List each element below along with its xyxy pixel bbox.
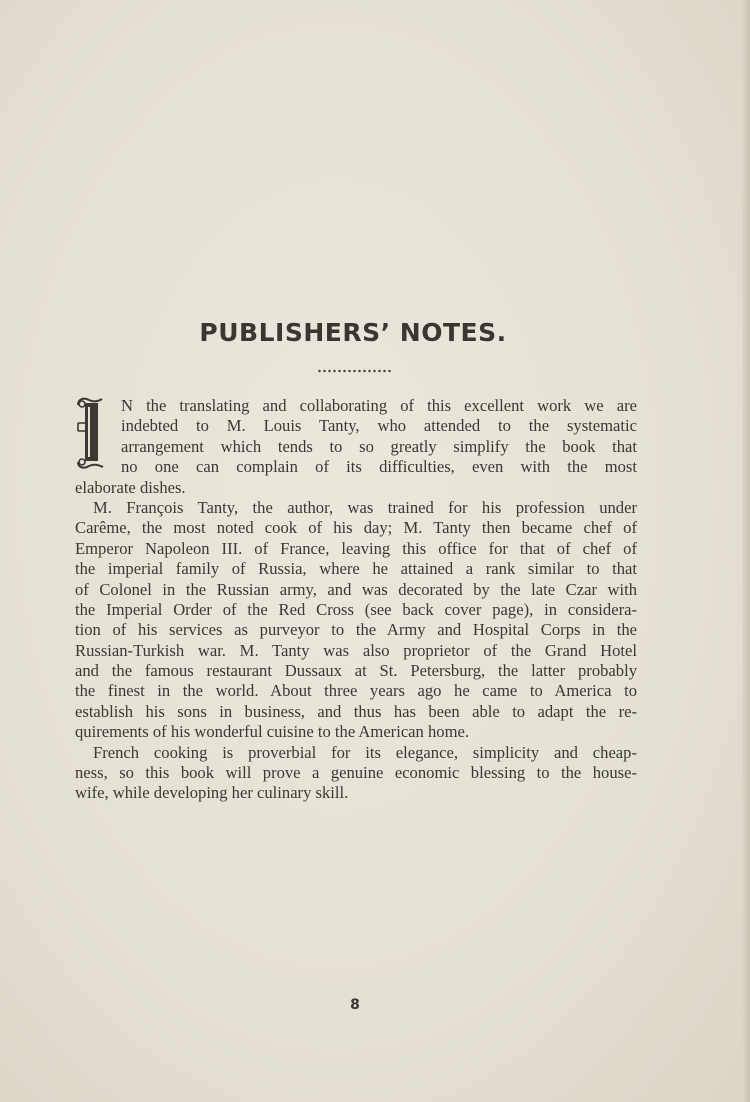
text-line: quirements of his wonderful cuisine to the American home. [75,722,470,742]
text-line: elaborate dishes. [75,477,186,497]
text-line: tion of his services as purveyor to the Army and Hospital Corps in the [75,620,637,640]
paragraph-1 [75,396,637,498]
page-title: PUBLISHERS’ NOTES. [199,318,507,347]
text-line: indebted to M. Louis Tanty, who attended to the systematic [121,416,637,436]
drop-cap-initial [75,396,105,470]
text-line: French cooking is proverbial for its elegance, simplicity and cheap- [93,742,637,762]
page-number: 8 [350,997,360,1013]
text-line: Russian-Turkish war. M. Tanty was also proprietor of the Grand Hotel [75,640,637,660]
text-line: of Colonel in the Russian army, and was decorated by the late Czar with [75,579,637,599]
text-line: M. François Tanty, the author, was trained for his profession under [93,497,637,517]
text-line: and the famous restaurant Dussaux at St. Petersburg, the latter probably [75,661,637,681]
text-line: the finest in the world. About three years ago he came to America to [75,681,637,701]
text-line: no one can complain of its difficulties, even with the most [121,457,637,477]
text-line: Emperor Napoleon III. of France, leaving this office for that of chef of [75,538,637,558]
title-ornament-divider [317,369,391,373]
paragraph-2 [75,498,637,743]
body-text [75,396,637,804]
text-line: establish his sons in business, and thus has been able to adapt the re- [75,701,637,721]
page-edge [742,0,750,1102]
paragraph-3 [75,743,637,804]
text-line: ness, so this book will prove a genuine economic blessing to the house- [75,763,637,783]
ornate-drop-cap-i [75,396,105,470]
text-line: wife, while developing her culinary skill. [75,783,349,803]
text-line: the imperial family of Russia, where he attained a rank similar to that [75,559,637,579]
text-line: Carême, the most noted cook of his day; M. Tanty then became chef of [75,518,637,538]
text-line: arrangement which tends to so greatly simplify the book that [121,436,637,456]
text-line: N the translating and collaborating of this excellent work we are [121,396,637,415]
text-line: the Imperial Order of the Red Cross (see back cover page), in considera- [75,599,637,619]
